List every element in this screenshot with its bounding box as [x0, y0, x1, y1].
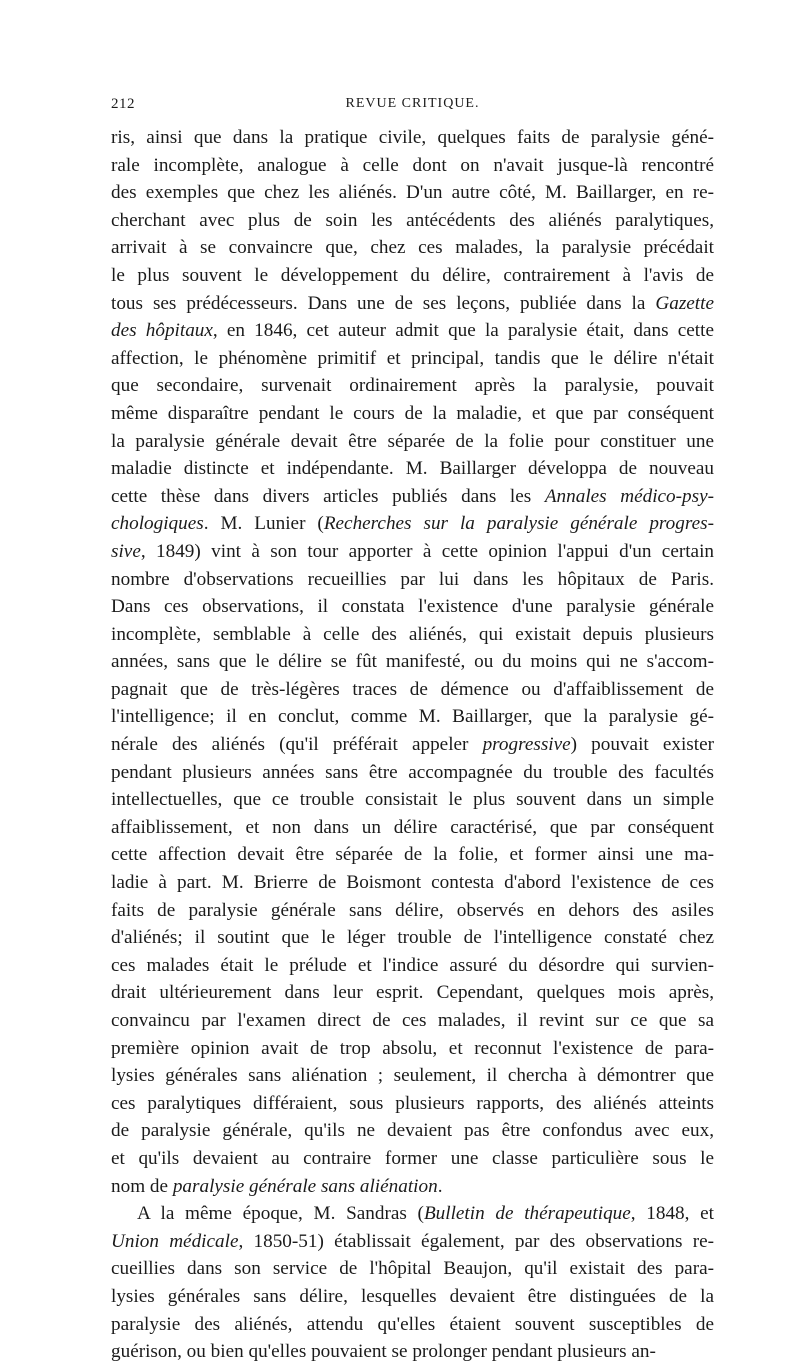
text-segment: drait ultérieurement dans leur esprit. Cependant, quelques mois après, — [111, 982, 714, 1004]
text-segment: incomplète, semblable à celle des aliénés, qui existait depuis plusieurs — [111, 623, 714, 645]
text-segment: des exemples que chez les aliénés. D'un autre côté, M. Baillarger, en re- — [111, 182, 714, 204]
text-segment: affaiblissement, et non dans un délire caractérisé, que par conséquent — [111, 816, 714, 838]
text-segment: tous ses prédécesseurs. Dans une de ses leçons, publiée dans la — [111, 292, 656, 314]
italic-text: Annales médico-psy- — [544, 485, 714, 507]
italic-text: chologiques — [111, 513, 204, 535]
text-line — [111, 924, 714, 952]
text-line — [111, 621, 714, 649]
text-segment: années, sans que le délire se fût manifesté, ou du moins qui ne s'accom- — [111, 651, 714, 673]
text-segment: de paralysie générale, qu'ils ne devaient pas être confondus avec eux, — [111, 1120, 714, 1142]
text-line — [111, 538, 714, 566]
text-line — [111, 179, 714, 207]
text-line — [111, 1283, 714, 1311]
text-segment: lysies générales sans aliénation ; seulement, il chercha à démontrer que — [111, 1065, 714, 1087]
text-segment: rale incomplète, analogue à celle dont on n'avait jusque-là rencontré — [111, 154, 714, 176]
text-segment: guérison, ou bien qu'elles pouvaient se prolonger pendant plusieurs an- — [111, 1341, 656, 1363]
text-segment: la paralysie générale devait être séparée de la folie pour constituer une — [111, 430, 714, 452]
text-segment: , 1848, et — [630, 1203, 714, 1225]
page-header — [111, 96, 714, 120]
text-line — [111, 124, 714, 152]
text-line — [111, 979, 714, 1007]
text-line — [111, 207, 714, 235]
text-line — [111, 1200, 714, 1228]
text-segment: , 1850-51) établissait également, par des observations re- — [238, 1230, 714, 1252]
text-segment: pendant plusieurs années sans être accompagnée du trouble des facultés — [111, 761, 714, 783]
italic-text: Bulletin de thérapeutique — [423, 1203, 631, 1225]
text-line — [111, 1311, 714, 1339]
text-line — [111, 786, 714, 814]
text-segment: que secondaire, survenait ordinairement après la paralysie, pouvait — [111, 375, 714, 397]
text-segment: , en 1846, cet auteur admit que la paralysie était, dans cette — [212, 320, 714, 342]
text-segment: et qu'ils devaient au contraire former une classe particulière sous le — [111, 1147, 714, 1169]
text-line — [111, 759, 714, 787]
text-line — [111, 1228, 714, 1256]
page-number: 212 — [111, 96, 135, 112]
text-line — [111, 897, 714, 925]
text-line — [111, 566, 714, 594]
text-line — [111, 676, 714, 704]
text-segment: faits de paralysie générale sans délire, observés en dehors des asiles — [111, 899, 714, 921]
text-segment: pagnait que de très-légères traces de démence ou d'affaiblissement de — [111, 678, 714, 700]
text-line — [111, 1255, 714, 1283]
text-segment: affection, le phénomène primitif et principal, tandis que le délire n'était — [111, 347, 714, 369]
text-line — [111, 1117, 714, 1145]
text-line — [111, 1338, 714, 1366]
text-line — [111, 1145, 714, 1173]
text-segment: ) pouvait exister — [570, 734, 714, 756]
text-segment: ces malades était le prélude et l'indice assuré du désordre qui survien- — [111, 954, 714, 976]
text-segment: le plus souvent le développement du délire, contrairement à l'avis de — [111, 264, 714, 286]
text-segment: arrivait à se convaincre que, chez ces malades, la paralysie précédait — [111, 237, 714, 259]
text-line — [111, 841, 714, 869]
text-line — [111, 510, 714, 538]
body-text — [111, 124, 714, 1366]
italic-text: Union médicale — [111, 1230, 239, 1252]
text-line — [111, 345, 714, 373]
text-line — [111, 234, 714, 262]
text-line — [111, 1062, 714, 1090]
text-line — [111, 152, 714, 180]
text-segment: maladie distincte et indépendante. M. Baillarger développa de nouveau — [111, 458, 714, 480]
text-line — [111, 814, 714, 842]
text-line — [111, 703, 714, 731]
text-line — [111, 290, 714, 318]
text-line — [111, 648, 714, 676]
text-segment: nérale des aliénés (qu'il préférait appeler — [111, 734, 483, 756]
text-segment: . M. Lunier ( — [203, 513, 324, 535]
text-segment: cherchant avec plus de soin les antécédents des aliénés paralytiques, — [111, 209, 714, 231]
text-segment: intellectuelles, que ce trouble consistait le plus souvent dans un simple — [111, 789, 714, 811]
text-segment: nombre d'observations recueillies par lui dans les hôpitaux de Paris. — [111, 568, 714, 590]
text-line — [111, 1173, 714, 1201]
text-line — [111, 455, 714, 483]
text-line — [111, 869, 714, 897]
text-line — [111, 262, 714, 290]
text-segment: ladie à part. M. Brierre de Boismont contesta d'abord l'existence de ces — [111, 872, 714, 894]
text-segment: ris, ainsi que dans la pratique civile, quelques faits de paralysie géné- — [111, 127, 714, 148]
text-line — [111, 317, 714, 345]
text-line — [111, 483, 714, 511]
text-line — [111, 428, 714, 456]
italic-text: des hôpitaux — [111, 320, 213, 342]
running-head: REVUE CRITIQUE. — [345, 96, 480, 111]
text-line — [111, 372, 714, 400]
italic-text: paralysie générale sans aliénation — [172, 1175, 438, 1197]
text-line — [111, 952, 714, 980]
italic-text: progressive — [482, 734, 571, 756]
text-line — [111, 1007, 714, 1035]
text-segment: première opinion avait de trop absolu, et reconnut l'existence de para- — [111, 1037, 714, 1059]
text-segment: l'intelligence; il en conclut, comme M. Baillarger, que la paralysie gé- — [111, 706, 714, 728]
text-segment: d'aliénés; il soutint que le léger trouble de l'intelligence constaté chez — [111, 927, 714, 949]
italic-text: Gazette — [655, 292, 714, 314]
text-segment: ces paralytiques différaient, sous plusieurs rapports, des aliénés atteints — [111, 1092, 714, 1114]
text-segment: , 1849) vint à son tour apporter à cette opinion l'appui d'un certain — [140, 540, 714, 562]
text-segment: A la même époque, M. Sandras ( — [137, 1203, 424, 1225]
text-segment: Dans ces observations, il constata l'existence d'une paralysie générale — [111, 596, 714, 618]
text-line — [111, 400, 714, 428]
text-segment: convaincu par l'examen direct de ces malades, il revint sur ce que sa — [111, 1010, 714, 1031]
text-segment: paralysie des aliénés, attendu qu'elles étaient souvent susceptibles de — [111, 1313, 714, 1335]
text-line — [111, 593, 714, 621]
text-line — [111, 1035, 714, 1063]
text-segment: lysies générales sans délire, lesquelles devaient être distinguées de la — [111, 1285, 714, 1307]
text-line — [111, 731, 714, 759]
text-segment: . — [437, 1175, 443, 1197]
italic-text: sive — [111, 540, 141, 562]
text-segment: même disparaître pendant le cours de la maladie, et que par conséquent — [111, 402, 714, 424]
text-segment: cette affection devait être séparée de la folie, et former ainsi une ma- — [111, 844, 714, 866]
italic-text: Recherches sur la paralysie générale progres- — [323, 513, 714, 535]
text-segment: cette thèse dans divers articles publiés dans les — [111, 485, 545, 507]
text-segment: nom de — [111, 1175, 173, 1197]
text-line — [111, 1090, 714, 1118]
text-segment: cueillies dans son service de l'hôpital Beaujon, qu'il existait des para- — [111, 1258, 714, 1280]
